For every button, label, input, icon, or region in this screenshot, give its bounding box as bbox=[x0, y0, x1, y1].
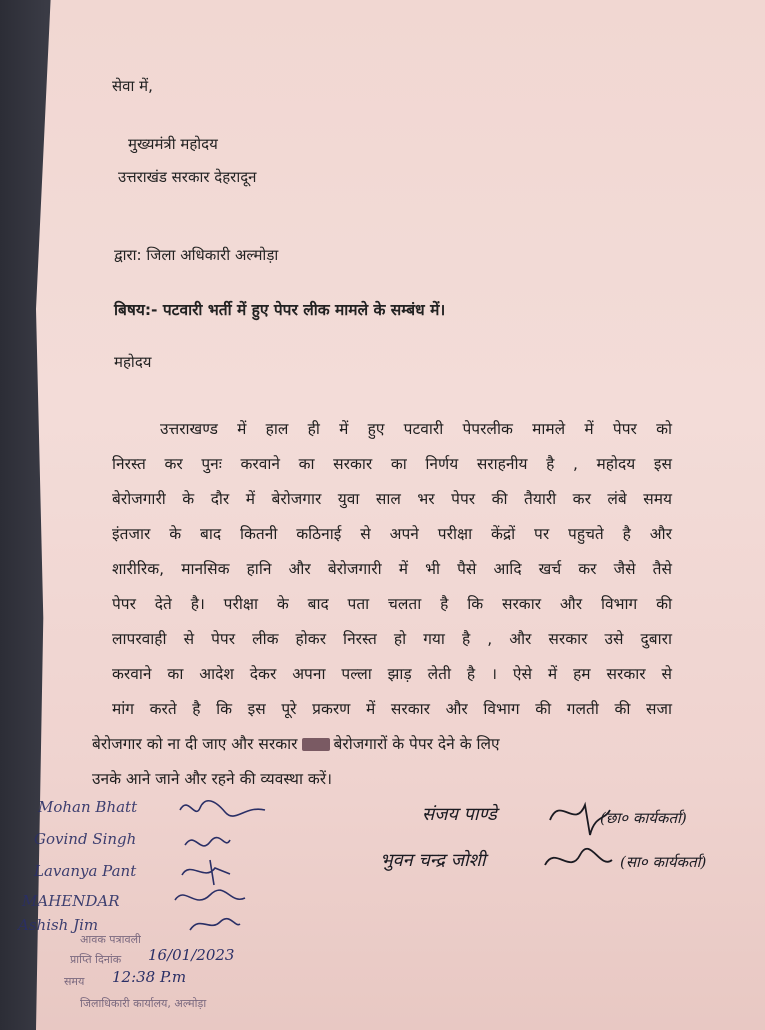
signatory-name: Govind Singh bbox=[34, 830, 137, 848]
stamp-line: प्राप्ति दिनांक bbox=[70, 953, 122, 966]
signature-scribble bbox=[185, 838, 230, 846]
signatory-name-hindi: भुवन चन्द्र जोशी bbox=[380, 850, 486, 871]
body-line: निरस्त कर पुनः करवाने का सरकार का निर्णय सराहनीय है , महोदय इस bbox=[112, 455, 672, 473]
stamp-time: 12:38 P.m bbox=[112, 968, 187, 986]
body-line-part: बेरोजगार को ना दी जाए और सरकार bbox=[92, 735, 298, 753]
body-line-with-redaction bbox=[92, 732, 500, 754]
body-line: बेरोजगारी के दौर में बेरोजगार युवा साल भर पेपर की तैयारी कर लंबे समय bbox=[112, 490, 672, 508]
greeting: महोदय bbox=[114, 353, 152, 371]
body-line: इंतजार के बाद कितनी कठिनाई से अपने परीक्षा केंद्रों पर पहुचते है और bbox=[112, 525, 672, 543]
signature-scribble bbox=[180, 801, 265, 816]
signatory-name: Lavanya Pant bbox=[34, 862, 137, 880]
signatory-name: Ashish Jim bbox=[18, 916, 99, 934]
signature-scribble bbox=[545, 849, 612, 865]
stamp-line: समय bbox=[64, 975, 85, 988]
salutation-to: सेवा में, bbox=[112, 77, 153, 95]
signature-scribble bbox=[182, 860, 230, 885]
body-line: मांग करते है कि इस पूरे प्रकरण में सरकार और विभाग की गलती की सजा bbox=[112, 700, 672, 718]
signature-scribble bbox=[175, 890, 245, 900]
subject-line: बिषय:- पटवारी भर्ती में हुए पेपर लीक मामले के सम्बंध में। bbox=[114, 301, 446, 319]
body-line: करवाने का आदेश देकर अपना पल्ला झाड़ लेती है । ऐसे में हम सरकार से bbox=[112, 665, 672, 683]
letter-paper bbox=[36, 0, 765, 1030]
stamp-line: जिलाधिकारी कार्यालय, अल्मोड़ा bbox=[80, 997, 207, 1010]
right-signatures-svg bbox=[540, 790, 620, 890]
body-line: पेपर देते है। परीक्षा के बाद पता चलता है कि सरकार और विभाग की bbox=[112, 595, 672, 613]
via-line: द्वारा: जिला अधिकारी अल्मोड़ा bbox=[114, 246, 279, 264]
body-line: उत्तराखण्ड में हाल ही में हुए पटवारी पेपरलीक मामले में पेपर को bbox=[160, 420, 672, 438]
signatory-name: Mohan Bhatt bbox=[38, 798, 138, 816]
signatory-name: MAHENDAR bbox=[22, 892, 120, 910]
signatory-designation: (छा० कार्यकर्ता) bbox=[600, 809, 687, 827]
signatory-designation: (सा० कार्यकर्ता) bbox=[620, 853, 707, 871]
recipient-line-2: उत्तराखंड सरकार देहरादून bbox=[118, 168, 257, 186]
left-signatures-svg bbox=[170, 790, 290, 940]
recipient-line-1: मुख्यमंत्री महोदय bbox=[128, 135, 218, 153]
signatory-name-hindi: संजय पाण्डे bbox=[422, 804, 497, 825]
body-line: शारीरिक, मानसिक हानि और बेरोजगारी में भी पैसे आदि खर्च कर जैसे तैसे bbox=[112, 560, 672, 578]
body-line: उनके आने जाने और रहने की व्यवस्था करें। bbox=[92, 770, 333, 788]
body-line: लापरवाही से पेपर लीक होकर निरस्त हो गया है , और सरकार उसे दुबारा bbox=[112, 630, 672, 648]
receipt-stamp bbox=[50, 926, 250, 1026]
stamp-line: आवक पत्रावली bbox=[80, 933, 141, 946]
stamp-date: 16/01/2023 bbox=[148, 946, 235, 964]
signature-scribble bbox=[550, 805, 610, 835]
body-line-part: बेरोजगारों के पेपर देने के लिए bbox=[333, 735, 500, 753]
redaction-mark bbox=[302, 738, 330, 751]
